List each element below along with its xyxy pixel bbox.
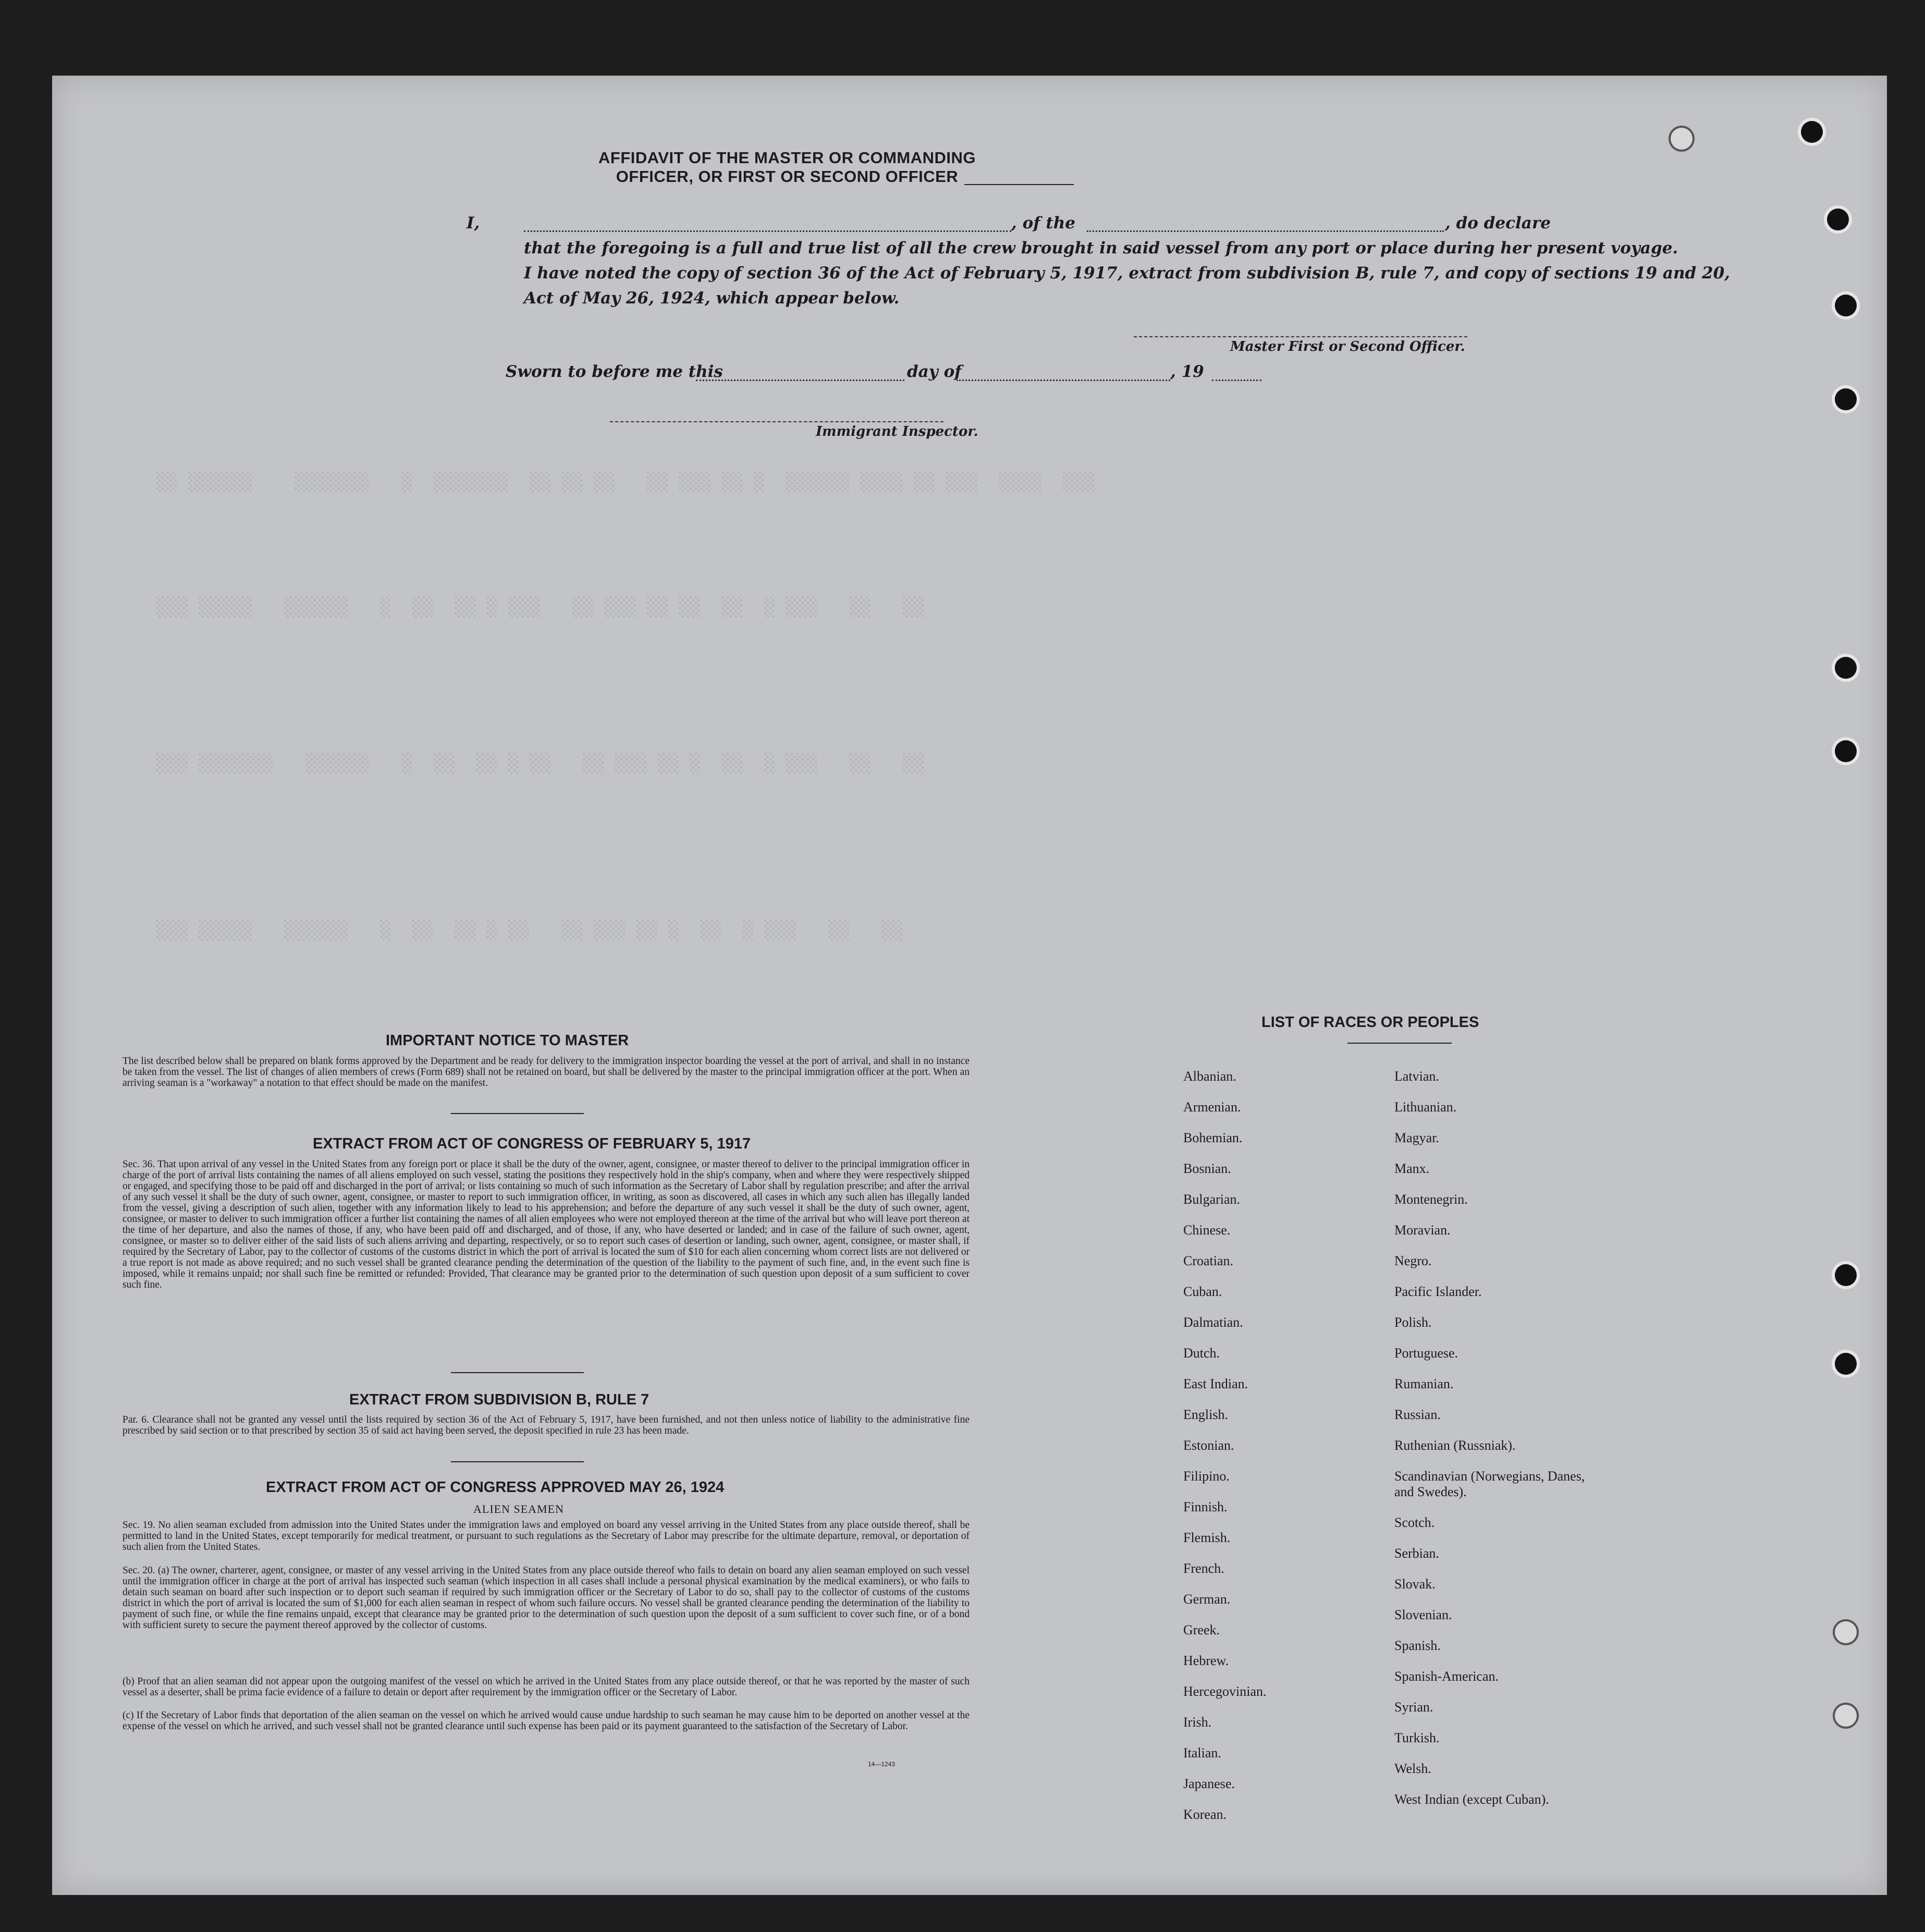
race-item: Welsh. [1394,1761,1431,1776]
races-list-title: LIST OF RACES OR PEOPLES [1261,1014,1479,1031]
affidavit-of-the-label: , of the [1011,214,1075,233]
rule-7-divider [451,1461,584,1462]
sworn-label: Sworn to before me this [506,362,723,381]
race-item: Finnish. [1183,1499,1228,1514]
race-item: Slovak. [1394,1576,1436,1592]
race-item: Hebrew. [1183,1653,1229,1668]
title-underline [964,184,1074,185]
vessel-blank [1087,230,1444,232]
act-1924-title: EXTRACT FROM ACT OF CONGRESS APPROVED MAY 26, 1924 [266,1479,725,1496]
master-signature-label: Master First or Second Officer. [1230,339,1465,354]
race-item: Syrian. [1394,1699,1433,1715]
race-item: Dalmatian. [1183,1315,1243,1330]
race-item: Rumanian. [1394,1376,1454,1391]
race-item: Italian. [1183,1745,1221,1760]
race-item: Bosnian. [1183,1161,1231,1176]
race-item: Serbian. [1394,1546,1439,1561]
race-item: Magyar. [1394,1130,1439,1145]
rule-7-title: EXTRACT FROM SUBDIVISION B, RULE 7 [349,1391,649,1408]
race-item: Portuguese. [1394,1346,1458,1361]
act-1924-section-20b: (b) Proof that an alien seaman did not appear upon the outgoing manifest of the vessel on which he arrived in the United States from any place outside thereof, or that he was reported by the master of such vessel as a deserter, shall be prima facie evidence of a failure to detain or deport after requirement by the immigration officer or the Secretary of Labor. [122,1676,970,1698]
affidavit-title: AFFIDAVIT OF THE MASTER OR COMMANDING OFFICER, OR FIRST OR SECOND OFFICER [598,149,976,186]
rule-7-text: Par. 6. Clearance shall not be granted any vessel until the lists required by section 36 of the Act of February 5, 1917, have been furnished, and not then unless notice of liability to the administrative fine prescribed by said section or to that prescribed by section 35 of said act having been served, the deposit specified in rule 23 has been made. [122,1414,970,1436]
affidavit-line-2: that the foregoing is a full and true list of all the crew brought in said vessel from any port or place during her present voyage. [524,239,1678,258]
race-item: Scandinavian (Norwegians, Danes, and Swedes). [1394,1469,1585,1499]
act-1924-section-20a: Sec. 20. (a) The owner, charterer, agent, consignee, or master of any vessel arriving in the United States from any place outside thereof who fails to detain on board any alien seaman employed on such vessel until the immigration officer in charge at the port of arrival has inspected such seaman (which inspection in all cases shall include a personal physical examination by the medical examiners), or who fails to detain such seaman on board after such inspection or to deport such seaman if required by such immigration officer or the Secretary of Labor to do so, shall pay to the collector of customs of the customs district in which the port of arrival is located the sum of $1,000 for each alien seaman in respect of whom such failure occurs. No vessel shall be granted clearance pending the determination of the liability to payment of such fine, or while the fine remains unpaid, except that clearance may be granted prior to the determination of such question upon the deposit of a sum sufficient to cover such fine, or of a bond with sufficient surety to secure the payment thereof approved by the collector of customs. [122,1565,970,1631]
race-item: Turkish. [1394,1730,1440,1745]
binder-hole [1827,209,1849,230]
bleed-through-text: ░░░ ░░░░░ ░░░░░░ ░ ░░ ░░ ░ ░░░ ░░ ░░░ ░░ ░░ ░░ ░ ░░░ ░░ ░░ [156,597,925,618]
act-1924-section-19: Sec. 19. No alien seaman excluded from admission into the United States under the immigration laws and employed on board any vessel arriving in the United States from any place outside thereof, shall be permitted to land in the United States, except temporarily for medical treatment, or pursuant to such regulations as the Secretary of Labor may prescribe for the ultimate departure, removal, or deportation of such alien from the United States. [122,1520,970,1552]
name-blank [524,230,1011,232]
race-item: East Indian. [1183,1376,1248,1391]
race-item: Slovenian. [1394,1607,1452,1622]
race-item: Dutch. [1183,1346,1220,1361]
race-item: Hercegovinian. [1183,1684,1267,1699]
binder-hole [1671,128,1693,150]
race-item: Moravian. [1394,1222,1451,1238]
race-item: Cuban. [1183,1284,1222,1299]
race-item: Montenegrin. [1394,1192,1468,1207]
sworn-year-blank [1212,380,1261,381]
race-item: Chinese. [1183,1222,1231,1238]
document-page [52,76,1887,1895]
bleed-through-text: ░░░ ░░░░░░░ ░░░░░░ ░ ░░ ░░ ░ ░░ ░░ ░░░ ░░ ░ ░░ ░ ░░░ ░░ ░░ [156,753,925,774]
race-item: Albanian. [1183,1069,1236,1084]
race-item: German. [1183,1592,1231,1607]
inspector-signature-line [610,421,943,422]
race-item: Scotch. [1394,1515,1435,1530]
race-item: Greek. [1183,1622,1220,1637]
notice-text: The list described below shall be prepared on blank forms approved by the Department and be ready for delivery to the immigration inspector boarding the vessel at the port of arrival, and shall in no instance be taken from the vessel. The list of changes of alien members of crews (Form 689) shall not be retained on board, but shall be delivered by the master to the principal immigration officer at the port. When an arriving seaman is a "workaway" a notation to that effect should be made on the manifest. [122,1056,970,1089]
day-of-label: day of [907,362,962,381]
act-1917-divider [451,1372,584,1373]
races-title-underline [1347,1043,1452,1044]
notice-divider [451,1113,584,1114]
race-item: Estonian. [1183,1438,1234,1453]
binder-hole [1835,1705,1857,1727]
sworn-day-blank [696,380,904,381]
race-item: Armenian. [1183,1099,1241,1115]
race-item: Bulgarian. [1183,1192,1241,1207]
race-item: Pacific Islander. [1394,1284,1482,1299]
act-1917-section-36: Sec. 36. That upon arrival of any vessel in the United States from any foreign port or place it shall be the duty of the owner, agent, consignee, or master thereof to deliver to the principal immigration officer in charge of the port of arrival lists containing the names of all aliens employed on such vessel, stating the positions they respectively hold in the ship's company, when and where they were respectively shipped or engaged, and specifying those to be paid off and discharged in the port of arrival; or lists containing so much of such information as the Secretary of Labor shall by regulation prescribe; and after the arrival of any such vessel it shall be the duty of such owner, agent, consignee, or master to report to such immigration officer, in writing, as soon as discovered, all cases in which any such alien has illegally landed from the vessel, giving a description of such alien, together with any information likely to lead to his apprehension; and before the departure of any such vessel it shall be the duty of such owner, agent, consignee, or master to deliver to such immigration officer a further list containing the names of all alien employees who were not employed thereon at the time of the arrival but who will leave port thereon at the time of her departure, and also the names of those, if any, who have been paid off and discharged, and of those, if any, who have deserted or landed; and in case of the failure of such owner, agent, consignee, or master so to deliver either of the said lists of such aliens arriving and departing, respectively, or so to report such cases of desertion or landing, such owner, agent, consignee, or master shall, if required by the Secretary of Labor, pay to the collector of customs of the customs district in which the port of arrival is located the sum of $10 for each alien concerning whom correct lists are not delivered or a true report is not made as above required; and no such vessel shall be granted clearance pending the determination of the question of the liability to the payment of such fine, and, in the event such fine is imposed, while it remains unpaid; nor shall such fine be remitted or refunded: Provided, That clearance may be granted prior to the determination of such question upon deposit of a sum sufficient to cover such fine. [122,1159,970,1290]
inspector-signature-label: Immigrant Inspector. [816,424,978,439]
binder-hole [1835,1264,1857,1286]
race-item: English. [1183,1407,1228,1422]
race-item: Russian. [1394,1407,1441,1422]
binder-hole [1835,657,1857,679]
binder-hole [1835,388,1857,410]
race-item: Spanish-American. [1394,1669,1499,1684]
race-item: Bohemian. [1183,1130,1243,1145]
race-item: Spanish. [1394,1638,1441,1653]
binder-hole [1835,295,1857,316]
act-1924-section-20c: (c) If the Secretary of Labor finds that deportation of the alien seaman on the vessel on which he arrived would cause undue hardship to such seaman he may cause him to be deported on another vessel at the expense of the vessel on which he arrived, and such vessel shall not be granted clearance until such expense has been paid or its payment guaranteed to the satisfaction of the Secretary of Labor. [122,1710,970,1732]
bleed-through-text: ░░ ░░░░░░ ░░░░░░░ ░ ░░░░░░░ ░░ ░░ ░░ ░░ ░░░ ░░ ░ ░░░░░░ ░░░░ ░░ ░░░ ░░░░ ░░░ [156,472,1096,493]
master-signature-line [1134,336,1467,337]
race-item: Ruthenian (Russniak). [1394,1438,1516,1453]
race-item: Filipino. [1183,1469,1230,1484]
affidavit-line-3: I have noted the copy of section 36 of the Act of February 5, 1917, extract from subdivision B, rule 7, and copy of sections 19 and 20, [524,264,1730,283]
year-label: , 19 [1170,362,1204,381]
affidavit-line-4: Act of May 26, 1924, which appear below. [524,289,900,308]
binder-hole [1835,1621,1857,1643]
race-item: West Indian (except Cuban). [1394,1792,1549,1807]
affidavit-i-label: I, [467,214,480,233]
act-1917-title: EXTRACT FROM ACT OF CONGRESS OF FEBRUARY 5, 1917 [313,1135,751,1152]
race-item: French. [1183,1561,1224,1576]
race-item: Japanese. [1183,1776,1235,1791]
race-item: Manx. [1394,1161,1430,1176]
affidavit-do-declare-label: , do declare [1445,214,1551,233]
binder-hole [1835,1353,1857,1375]
race-item: Flemish. [1183,1530,1231,1545]
binder-hole [1801,121,1823,143]
bleed-through-text: ░░░ ░░░░░ ░░░░░░ ░ ░░ ░░ ░ ░░ ░░ ░░░ ░░ ░ ░░ ░ ░░░ ░░ ░░ [156,920,903,941]
sworn-month-blank [957,380,1170,381]
alien-seamen-subtitle: ALIEN SEAMEN [473,1502,564,1515]
race-item: Negro. [1394,1253,1432,1268]
race-item: Latvian. [1394,1069,1439,1084]
race-item: Lithuanian. [1394,1099,1457,1115]
race-item: Polish. [1394,1315,1432,1330]
notice-title: IMPORTANT NOTICE TO MASTER [386,1032,629,1049]
binder-hole [1835,740,1857,762]
race-item: Korean. [1183,1807,1227,1822]
form-number: 14—1243 [868,1760,896,1768]
race-item: Irish. [1183,1715,1212,1730]
race-item: Croatian. [1183,1253,1234,1268]
